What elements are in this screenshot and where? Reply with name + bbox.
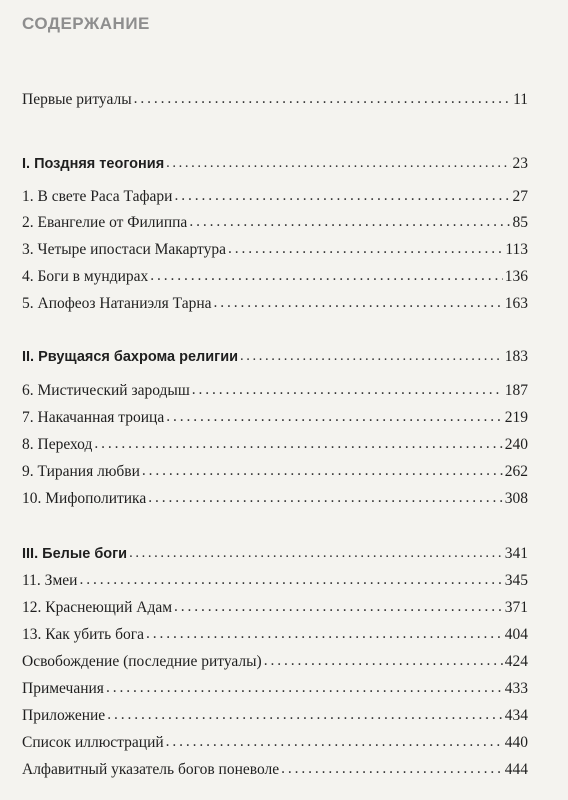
toc-chapter-5[interactable] <box>22 294 528 314</box>
toc-chapter-12[interactable] <box>22 598 528 618</box>
toc-entry-page: 341 <box>504 545 528 562</box>
toc-entry-title: 2. Евангелие от Филиппа <box>22 214 188 231</box>
toc-entry-page: 27 <box>512 188 528 205</box>
toc-entry-title: 10. Мифополитика <box>22 490 147 507</box>
dot-leader <box>228 239 503 259</box>
dot-leader <box>79 570 502 590</box>
toc-entry-page: 240 <box>504 436 528 453</box>
dot-leader <box>148 488 503 508</box>
toc-entry-page: 345 <box>504 572 528 589</box>
toc-entry-title: 12. Краснеющий Адам <box>22 599 173 616</box>
toc-entry-liberation[interactable] <box>22 652 528 672</box>
dot-leader <box>240 346 503 366</box>
toc-chapter-9[interactable] <box>22 462 528 482</box>
dot-leader <box>134 89 511 109</box>
toc-entry-title: 13. Как убить бога <box>22 626 144 643</box>
toc-entry-title: Алфавитный указатель богов поневоле <box>22 761 280 778</box>
toc-entry-page: 136 <box>504 268 528 285</box>
dot-leader <box>174 186 510 206</box>
toc-entry-index[interactable] <box>22 760 528 780</box>
toc-part-2[interactable] <box>22 347 528 367</box>
toc-chapter-6[interactable] <box>22 381 528 401</box>
toc-entry-page: 187 <box>504 382 528 399</box>
toc-chapter-13[interactable] <box>22 625 528 645</box>
toc-entry-page: 183 <box>504 348 528 365</box>
toc-entry-page: 23 <box>512 155 528 172</box>
toc-entry-page: 219 <box>504 409 528 426</box>
dot-leader <box>192 380 503 400</box>
toc-entry-illustrations[interactable] <box>22 733 528 753</box>
toc-entry-title: 1. В свете Раса Тафари <box>22 188 173 205</box>
toc-entry-title: Освобождение (последние ритуалы) <box>22 653 262 670</box>
dot-leader <box>106 678 503 698</box>
dot-leader <box>146 624 503 644</box>
toc-entry-title: Первые ритуалы <box>22 91 132 108</box>
toc-entry-title: I. Поздняя теогония <box>22 156 165 172</box>
toc-chapter-7[interactable] <box>22 408 528 428</box>
toc-chapter-8[interactable] <box>22 435 528 455</box>
toc-entry-title: 4. Боги в мундирах <box>22 268 149 285</box>
dot-leader <box>189 212 510 232</box>
dot-leader <box>107 705 503 725</box>
dot-leader <box>166 407 503 427</box>
toc-entry-notes[interactable] <box>22 679 528 699</box>
dot-leader <box>129 543 503 563</box>
toc-entry-page: 308 <box>504 490 528 507</box>
toc-chapter-2[interactable] <box>22 213 528 233</box>
dot-leader <box>174 597 503 617</box>
toc-entry-title: Список иллюстраций <box>22 734 164 751</box>
toc-chapter-3[interactable] <box>22 240 528 260</box>
toc-entry-title: 3. Четыре ипостаси Макартура <box>22 241 226 258</box>
dot-leader <box>142 461 503 481</box>
toc-entry-page: 433 <box>504 680 528 697</box>
toc-entry-title: 7. Накачанная троица <box>22 409 165 426</box>
toc-entry-first-rituals[interactable] <box>22 90 528 110</box>
toc-part-3[interactable] <box>22 544 528 564</box>
toc-entry-page: 371 <box>504 599 528 616</box>
dot-leader <box>166 153 510 173</box>
toc-entry-title: III. Белые боги <box>22 546 128 562</box>
toc-entry-page: 404 <box>504 626 528 643</box>
toc-entry-page: 11 <box>513 91 528 108</box>
toc-chapter-10[interactable] <box>22 489 528 509</box>
dot-leader <box>166 732 503 752</box>
toc-chapter-11[interactable] <box>22 571 528 591</box>
toc-entry-title: 5. Апофеоз Натаниэля Тарна <box>22 295 212 312</box>
toc-chapter-4[interactable] <box>22 267 528 287</box>
toc-entry-page: 434 <box>504 707 528 724</box>
toc-entry-title: 11. Змеи <box>22 572 78 589</box>
page-title: СОДЕРЖАНИЕ <box>22 14 150 33</box>
toc-chapter-1[interactable] <box>22 187 528 207</box>
toc-entry-page: 262 <box>504 463 528 480</box>
toc-entry-page: 444 <box>504 761 528 778</box>
dot-leader <box>264 651 503 671</box>
toc-entry-title: 9. Тирания любви <box>22 463 140 480</box>
dot-leader <box>94 434 502 454</box>
toc-entry-appendix[interactable] <box>22 706 528 726</box>
toc-entry-title: II. Рвущаяся бахрома религии <box>22 349 239 365</box>
toc-entry-title: Приложение <box>22 707 106 724</box>
dot-leader <box>214 293 503 313</box>
dot-leader <box>281 759 503 779</box>
toc-entry-title: Примечания <box>22 680 104 697</box>
toc-entry-page: 163 <box>504 295 528 312</box>
toc-entry-title: 6. Мистический зародыш <box>22 382 190 399</box>
toc-entry-page: 113 <box>505 241 528 258</box>
toc-entry-page: 440 <box>504 734 528 751</box>
toc-part-1[interactable] <box>22 154 528 174</box>
toc-entry-page: 424 <box>504 653 528 670</box>
dot-leader <box>150 266 502 286</box>
toc-entry-title: 8. Переход <box>22 436 93 453</box>
toc-entry-page: 85 <box>512 214 528 231</box>
